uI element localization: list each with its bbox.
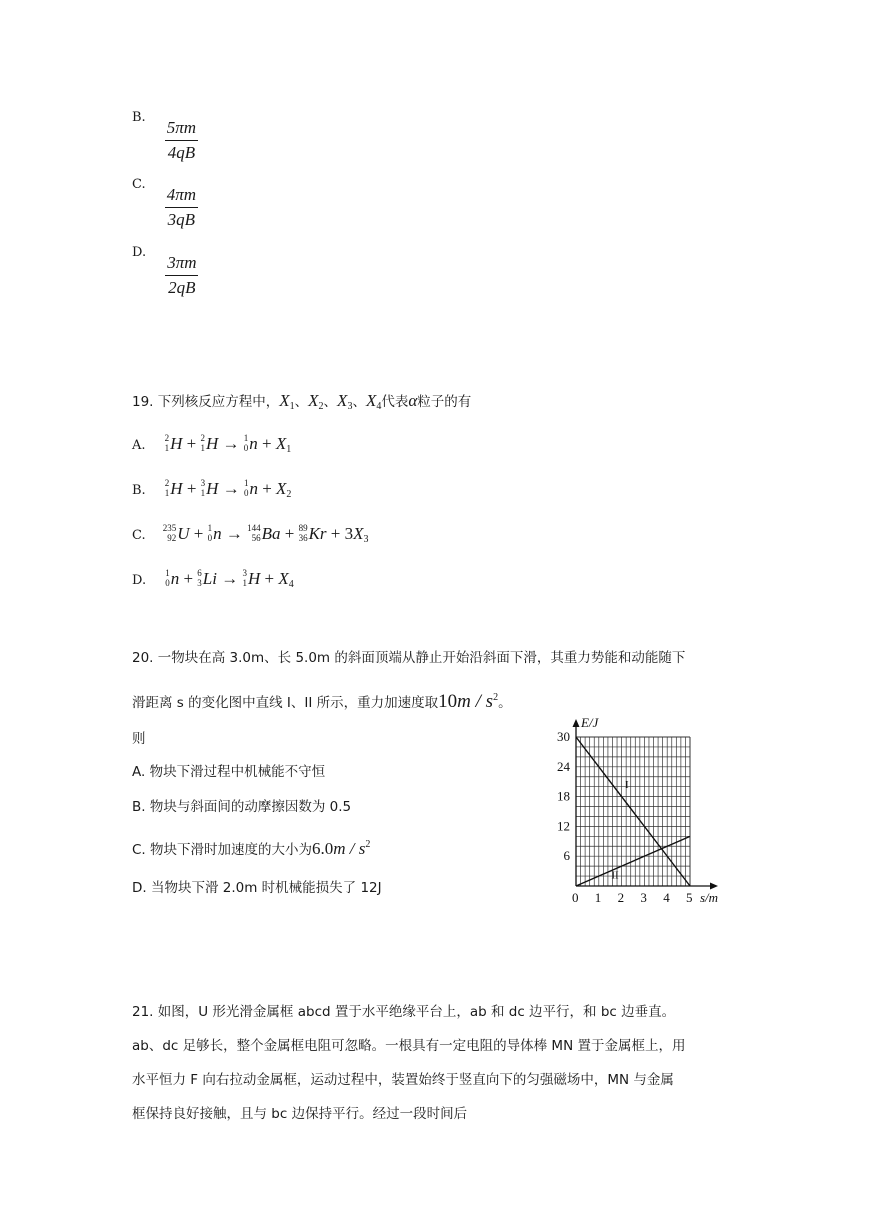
y-tick-label: 6 [563, 848, 570, 864]
q19-option-d [132, 569, 294, 590]
option-fraction [165, 253, 198, 298]
period: 。 [498, 695, 512, 711]
fraction-denominator: 4qB [167, 143, 196, 162]
q19-option-b [132, 479, 291, 500]
x-axis-arrow [710, 883, 718, 890]
gravity-unit: m / s [457, 691, 494, 712]
q19-option-a [132, 434, 291, 455]
nuclear-equation-a: 2 1 H + 2 1 H → 1 0 $n + X_1$ [164, 433, 292, 455]
q20-option-b: B. 物块与斜面间的动摩擦因数为 0.5 [132, 799, 352, 815]
var-x2: X [308, 391, 319, 410]
q20-then: 则 [132, 731, 146, 747]
series-label-I: I [625, 779, 629, 792]
sub: 3 [347, 401, 353, 412]
option-label: D. [132, 245, 147, 260]
q20-stem-line2 [132, 685, 512, 716]
q21-line1: 21. 如图，U 形光滑金属框 abcd 置于水平绝缘平台上，ab 和 dc 边平行，和 bc 边垂直。 [132, 1004, 676, 1020]
sub: 4 [376, 401, 382, 412]
y-tick-label: 24 [557, 758, 570, 774]
separator: 、 [294, 394, 309, 410]
option-label: C. [132, 177, 146, 192]
acceleration-value [312, 839, 370, 858]
fraction-numerator: 4πm [165, 185, 198, 208]
nuclear-equation-d: 1 0 n + 6 3 Li → 3 1 $H + X_4$ [165, 568, 294, 590]
q18-option-b [132, 110, 198, 163]
alpha-symbol: α [408, 391, 418, 410]
fraction-numerator: 5πm [165, 118, 198, 141]
x-tick-label: 1 [594, 890, 602, 905]
acceleration-number: 6.0 [312, 839, 334, 858]
y-tick-label: 30 [557, 729, 570, 744]
q20-option-d: D. 当物块下滑 2.0m 时机械能损失了 12J [132, 880, 382, 896]
chart-ticks [557, 729, 693, 905]
q19-stem-mid: 代表 [381, 394, 409, 410]
y-axis-label: E/J [581, 715, 599, 730]
acceleration-exponent: 2 [365, 839, 371, 850]
q21-line4: 框保持良好接触，且与 bc 边保持平行。经过一段时间后 [132, 1106, 468, 1122]
nuclear-equation-b: 2 1 H + 3 1 H → 1 0 $n + X_2$ [164, 478, 292, 500]
option-fraction [165, 118, 198, 163]
fraction-denominator: 2qB [168, 278, 196, 297]
x-tick-label: 4 [663, 890, 670, 905]
option-label: B. [132, 483, 146, 498]
option-label: D. [132, 573, 147, 588]
separator: 、 [352, 394, 366, 410]
var-x3: X [337, 391, 348, 410]
series-line-I [576, 737, 690, 886]
fraction-denominator: 3qB [167, 210, 196, 229]
acceleration-unit: m / s [333, 839, 366, 858]
var-x1: X [279, 391, 290, 410]
option-label: B. [132, 110, 146, 125]
q20-stem-line1: 20. 一物块在高 3.0m、长 5.0m 的斜面顶端从静止开始沿斜面下滑，其重力势能和动能随下 [132, 650, 686, 666]
option-label: C. [132, 528, 146, 543]
chart-series [576, 737, 690, 886]
q20-stem-line2-text: 滑距离 s 的变化图中直线 I、II 所示，重力加速度取 [132, 695, 439, 711]
energy-distance-chart [540, 705, 740, 925]
y-axis-arrow [573, 719, 580, 727]
y-tick-label: 18 [557, 788, 570, 804]
separator: 、 [323, 394, 338, 410]
x-axis-label: s/m [700, 890, 719, 905]
q20-option-a: A. 物块下滑过程中机械能不守恒 [132, 764, 326, 780]
q21-line2: ab、dc 足够长，整个金属框电阻可忽略。一根具有一定电阻的导体棒 MN 置于金属框上，用 [132, 1038, 686, 1054]
fraction-numerator: 3πm [165, 253, 198, 276]
q19-stem [132, 389, 471, 419]
q21-line3: 水平恒力 F 向右拉动金属框，运动过程中，装置始终于竖直向下的匀强磁场中，MN 与金属 [132, 1072, 674, 1088]
q19-stem-suffix: 粒子的有 [417, 394, 472, 410]
sub: 2 [318, 401, 324, 412]
gravity-exponent: 2 [493, 692, 499, 703]
x-tick-label: 2 [617, 890, 625, 905]
series-label-II: II [611, 869, 619, 882]
q20-option-c [132, 832, 370, 863]
option-fraction [165, 185, 198, 230]
q19-option-c [132, 524, 369, 545]
q18-option-c [132, 177, 198, 230]
var-x4: X [365, 391, 377, 410]
q19-stem-prefix: 19. 下列核反应方程中， [132, 394, 280, 410]
sub: 1 [289, 401, 295, 412]
gravity-value [438, 691, 498, 712]
x-tick-label: 5 [686, 890, 693, 905]
x-tick-label: 0 [572, 890, 579, 905]
y-tick-label: 12 [557, 818, 570, 834]
x-tick-label: 3 [640, 890, 647, 905]
series-line-II [576, 836, 690, 886]
nuclear-equation-c: 235 92 U + 1 0 n → 144 56 Ba + 89 36 $Kr + 3X_3$ [162, 523, 369, 545]
option-label: A. [132, 438, 146, 453]
gravity-number: 10 [438, 691, 458, 712]
q18-option-d [132, 245, 198, 298]
q20-option-c-text: C. 物块下滑时加速度的大小为 [132, 842, 313, 858]
